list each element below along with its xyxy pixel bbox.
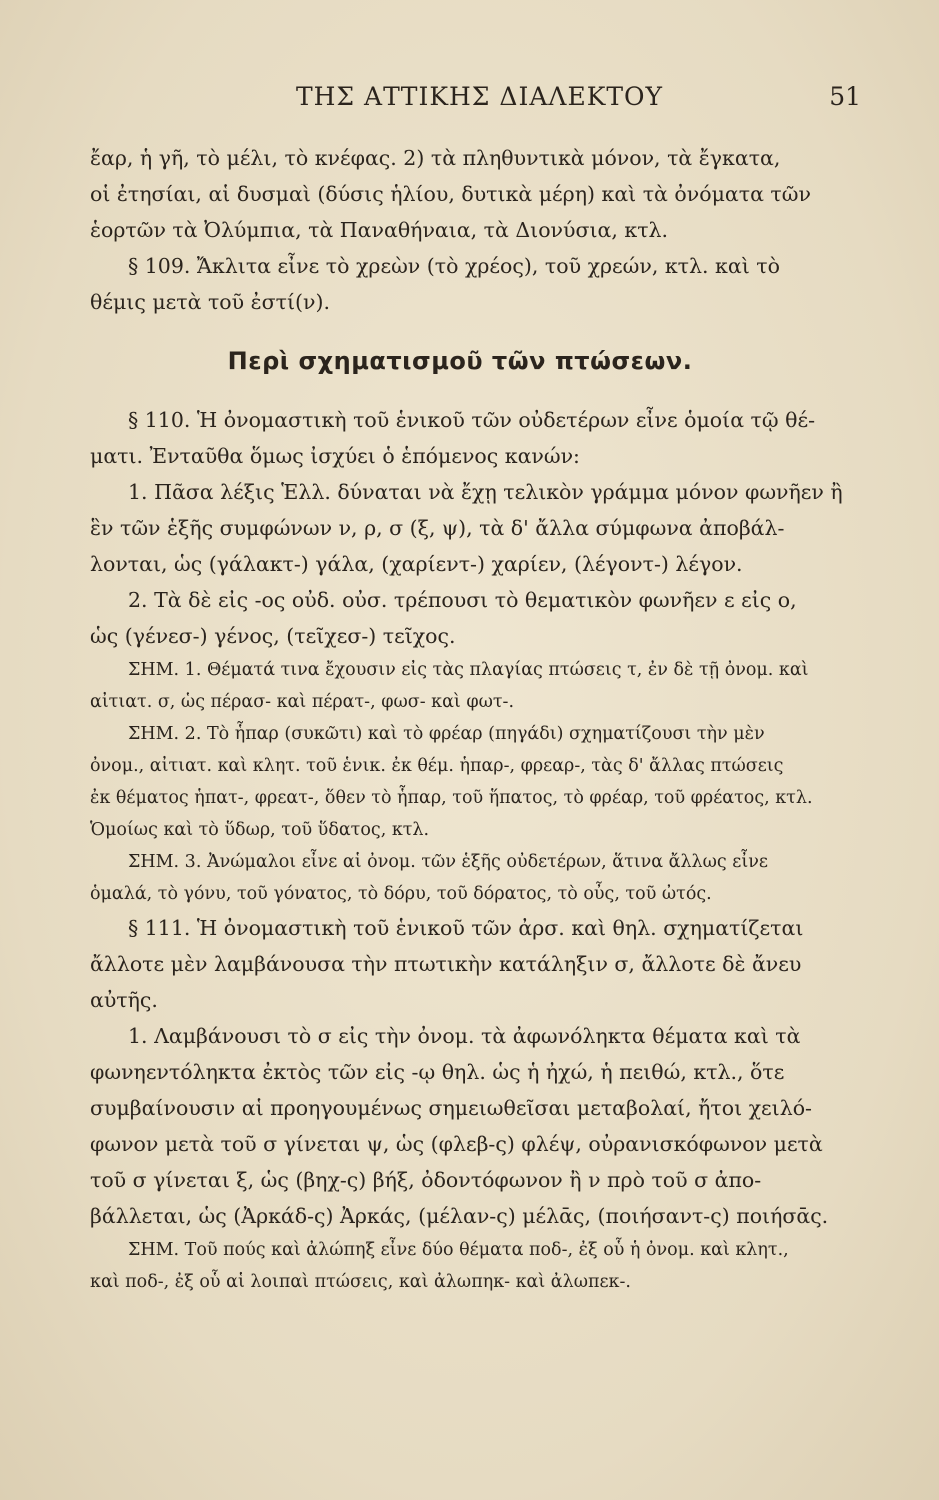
rule-1: 1. Πᾶσα λέξις Ἑλλ. δύναται νὰ ἔχῃ τελικὸν γράμμα μόνον φωνῆεν ἢ <box>128 480 843 504</box>
text-line: βάλλεται, ὡς (Ἀρκάδ-ς) Ἀρκάς, (μέλαν-ς) μέλᾱς, (ποιήσαντ-ς) ποιήσᾱς. <box>90 1204 829 1228</box>
note-line: καὶ ποδ-, ἐξ οὗ αἱ λοιπαὶ πτώσεις, καὶ ἀλωπηκ- καὶ ἀλωπεκ-. <box>90 1272 631 1292</box>
page-text <box>90 140 843 1298</box>
note-line: αἰτιατ. σ, ὡς πέρασ- καὶ πέρατ-, φωσ- καὶ φωτ-. <box>90 692 515 712</box>
section-111-start: § 111. Ἡ ὀνομαστικὴ τοῦ ἑνικοῦ τῶν ἀρσ. καὶ θηλ. σχηματίζεται <box>128 916 804 940</box>
section-heading: Περὶ σχηματισμοῦ τῶν πτώσεων. <box>227 347 693 375</box>
text-line: ἔαρ, ἡ γῆ, τὸ μέλι, τὸ κνέφας. 2) τὰ πληθυντικὰ μόνον, τὰ ἔγκατα, <box>90 146 781 170</box>
note-3: ΣΗΜ. 3. Ἀνώμαλοι εἶνε αἱ ὀνομ. τῶν ἑξῆς οὐδετέρων, ἅτινα ἄλλως εἶνε <box>128 852 768 872</box>
note-line: ὀνομ., αἰτιατ. καὶ κλητ. τοῦ ἑνικ. ἐκ θέμ. ἡπαρ-, φρεαρ-, τὰς δ' ἄλλας πτώσεις <box>90 756 784 776</box>
note-line: Ὁμοίως καὶ τὸ ὕδωρ, τοῦ ὕδατος, κτλ. <box>90 820 430 840</box>
text-line: αὐτῆς. <box>90 988 158 1012</box>
text-line: φωνον μετὰ τοῦ σ γίνεται ψ, ὡς (φλεβ-ς) φλέψ, οὐρανισκόφωνον μετὰ <box>90 1132 823 1156</box>
note-111: ΣΗΜ. Τοῦ πούς καὶ ἀλώπηξ εἶνε δύο θέματα ποδ-, ἐξ οὗ ἡ ὀνομ. καὶ κλητ., <box>128 1240 789 1260</box>
note-line: ὁμαλά, τὸ γόνυ, τοῦ γόνατος, τὸ δόρυ, τοῦ δόρατος, τὸ οὖς, τοῦ ὠτός. <box>90 884 712 904</box>
note-1: ΣΗΜ. 1. Θέματά τινα ἔχουσιν εἰς τὰς πλαγίας πτώσεις τ, ἐν δὲ τῇ ὀνομ. καὶ <box>128 660 809 680</box>
text-line: ἄλλοτε μὲν λαμβάνουσα τὴν πτωτικὴν κατάληξιν σ, ἄλλοτε δὲ ἄνευ <box>90 952 802 976</box>
page-number: 51 <box>829 82 861 111</box>
text-line: λονται, ὡς (γάλακτ-) γάλα, (χαρίεντ-) χαρίεν, (λέγοντ-) λέγον. <box>90 552 743 576</box>
rule-111-1: 1. Λαμβάνουσι τὸ σ εἰς τὴν ὀνομ. τὰ ἀφωνόληκτα θέματα καὶ τὰ <box>128 1024 801 1048</box>
text-line: ὡς (γένεσ-) γένος, (τεῖχεσ-) τεῖχος. <box>90 624 456 648</box>
note-2: ΣΗΜ. 2. Τὸ ἧπαρ (συκῶτι) καὶ τὸ φρέαρ (πηγάδι) σχηματίζουσι τὴν μὲν <box>128 724 765 744</box>
section-110-start: § 110. Ἡ ὀνομαστικὴ τοῦ ἑνικοῦ τῶν οὐδετέρων εἶνε ὁμοία τῷ θέ- <box>128 408 816 432</box>
text-line: ματι. Ἐνταῦθα ὅμως ἰσχύει ὁ ἑπόμενος κανών: <box>90 444 580 468</box>
text-line: ἑορτῶν τὰ Ὀλύμπια, τὰ Παναθήναια, τὰ Διονύσια, κτλ. <box>90 218 669 242</box>
text-line: θέμις μετὰ τοῦ ἐστί(ν). <box>90 290 330 314</box>
text-line: τοῦ σ γίνεται ξ, ὡς (βηχ-ς) βήξ, ὀδοντόφωνον ἢ ν πρὸ τοῦ σ ἀπο- <box>90 1168 762 1192</box>
text-line: ἓν τῶν ἑξῆς συμφώνων ν, ρ, σ (ξ, ψ), τὰ δ' ἄλλα σύμφωνα ἀποβάλ- <box>90 516 785 540</box>
running-title: ΤΗΣ ΑΤΤΙΚΗΣ ΔΙΑΛΕΚΤΟΥ <box>295 82 664 111</box>
text-line: φωνηεντόληκτα ἐκτὸς τῶν εἰς -ῳ θηλ. ὡς ἡ ἠχώ, ἡ πειθώ, κτλ., ὅτε <box>90 1060 785 1084</box>
text-line: οἱ ἐτησίαι, αἱ δυσμαὶ (δύσις ἡλίου, δυτικὰ μέρη) καὶ τὰ ὀνόματα τῶν <box>90 182 811 206</box>
page-header <box>90 82 869 122</box>
note-line: ἐκ θέματος ἡπατ-, φρεατ-, ὅθεν τὸ ἧπαρ, τοῦ ἥπατος, τὸ φρέαρ, τοῦ φρέατος, κτλ. <box>90 788 813 808</box>
rule-2: 2. Τὰ δὲ εἰς -ος οὐδ. οὐσ. τρέπουσι τὸ θεματικὸν φωνῆεν ε εἰς ο, <box>128 588 797 612</box>
section-109-start: § 109. Ἄκλιτα εἶνε τὸ χρεὼν (τὸ χρέος), τοῦ χρεών, κτλ. καὶ τὸ <box>128 254 780 278</box>
text-line: συμβαίνουσιν αἱ προηγουμένως σημειωθεῖσαι μεταβολαί, ἤτοι χειλό- <box>90 1096 812 1120</box>
